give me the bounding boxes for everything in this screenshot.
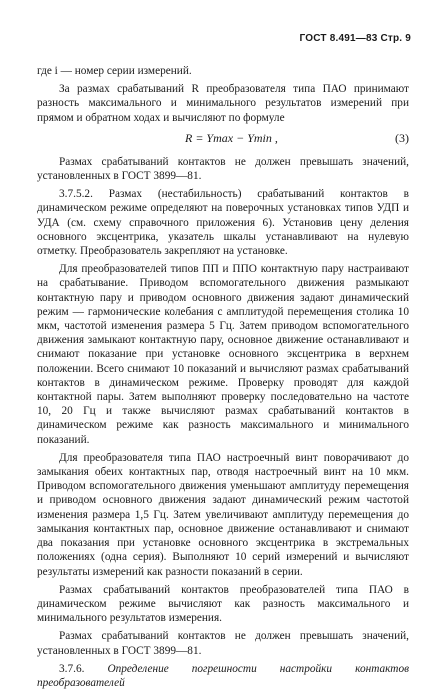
paragraph-range-definition: За размах срабатываний R преобразователя типа ПАО принимают разность максимального и минимального результатов измерений при прямом и обратном ходах и вычисляют по формуле xyxy=(37,83,409,124)
formula-expression: R = Ymax − Ymin , xyxy=(185,130,278,145)
section-title: Определение погрешности настройки контактов преобразователей xyxy=(37,662,410,689)
paragraph-pao-procedure: Для преобразователя типа ПАО настроечный винт поворачивают до замыкания обеих контактных пар, отводя настроечный винт на 10 мкм. Приводом вспомогательного движения уменьшают амплитуду перемещения и приводом основного движения задают динамический режим частотой изменения размера 1,5 Гц. Затем увеличивают амплитуду перемещения до замыкания контактных пар, основное движение останавливают и снимают два показания при установке основного эксцентрика в экстремальных положениях (одна серия). Выполняют 10 серий измерений и вычисляют результаты измерений как разности показаний в серии. xyxy=(37,451,409,578)
paragraph-range-limit: Размах срабатываний контактов не должен превышать значений, установленных в ГОСТ 3899—81. xyxy=(37,155,409,183)
page-header: ГОСТ 8.491—83 Стр. 9 xyxy=(299,33,411,44)
formula-number: (3) xyxy=(395,130,409,145)
paragraph-3-7-5-2: 3.7.5.2. Размах (нестабильность) срабатываний контактов в динамическом режиме определяют на поверочных установках типов УДП и УДА (см. схему справочного приложения 6). Установив цену деления основного эксцентрика, указатель шкалы устанавливают на нулевую отметку. Преобразователь закрепляют на установке. xyxy=(37,188,409,258)
section-number: 3.7.6. xyxy=(59,662,85,675)
paragraph-range-limit-2: Размах срабатываний контактов не должен превышать значений, установленных в ГОСТ 3899—81. xyxy=(37,630,409,657)
section-heading-3-7-6 xyxy=(37,662,409,690)
document-body xyxy=(37,64,409,690)
paragraph-definition-i: где i — номер серии измерений. xyxy=(37,65,192,77)
paragraph-pp-ppo-procedure: Для преобразователей типов ПП и ППО контактную пару настраивают на срабатывание. Приводом вспомогательного движения размыкают контактную пару и приводом основного движения задают динамический режим — гармонические колебания с амплитудой перемещения столика 10 мкм, частотой изменения размера 5 Гц. Затем приводом вспомогательного движения замыкают контактную пару, основное движение останавливают и снимают показание при установке основного эксцентрика в верхнем положении. Всего снимают 10 показаний и вычисляют размах срабатываний контактов в динамическом режиме. Проверку проводят для каждой контактной пары. Затем выполняют проверку последовательно на частоте 10, 20 Гц и также вычисляют размах срабатываний контактов в динамическом режиме как разность максимального и минимального показаний. xyxy=(37,263,409,446)
formula-3 xyxy=(37,129,409,149)
paragraph-pao-range: Размах срабатываний контактов преобразователей типа ПАО в динамическом режиме вычисляют как разность максимального и минимального результатов измерения. xyxy=(37,583,409,625)
